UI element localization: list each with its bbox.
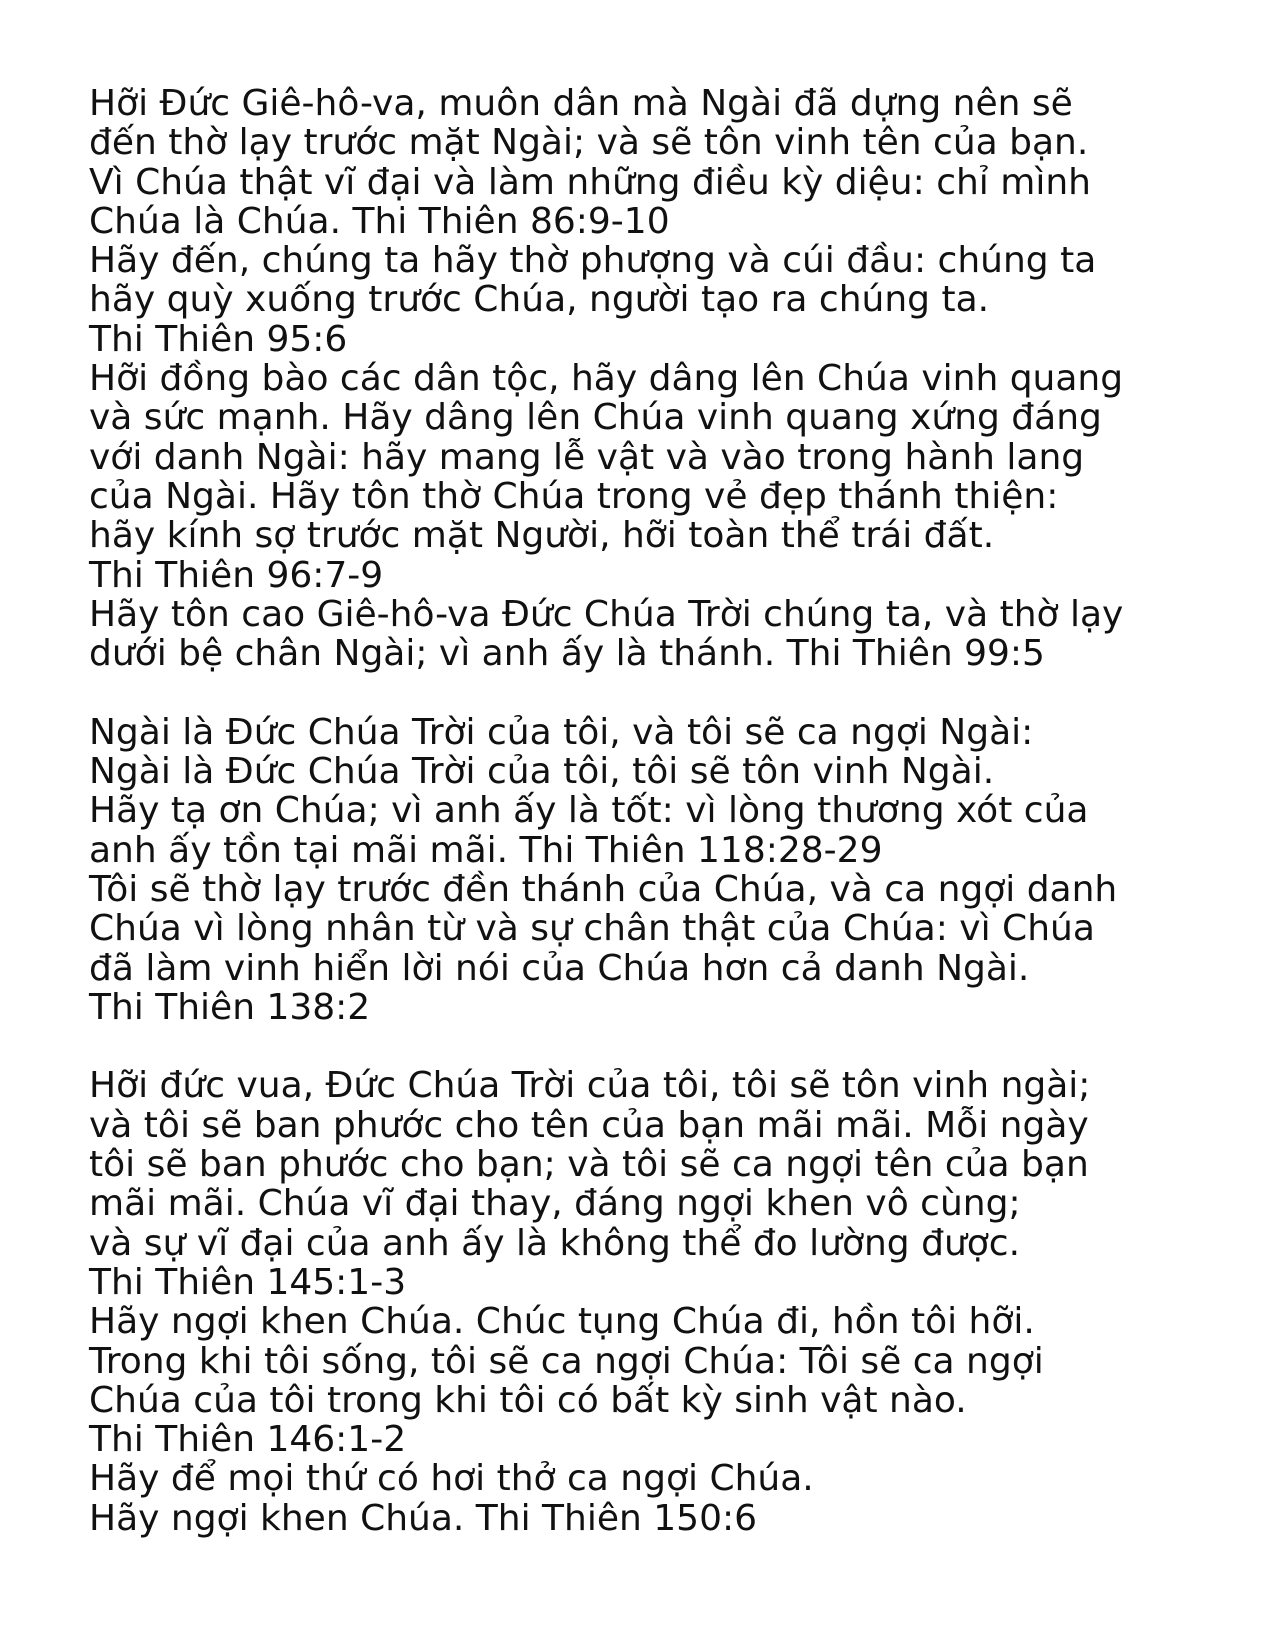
- text-line: đến thờ lạy trước mặt Ngài; và sẽ tôn vinh tên của bạn.: [89, 122, 1089, 164]
- text-line: của Ngài. Hãy tôn thờ Chúa trong vẻ đẹp thánh thiện:: [89, 475, 1059, 517]
- text-line: Thi Thiên 145:1-3: [89, 1261, 407, 1303]
- text-line: và sức mạnh. Hãy dâng lên Chúa vinh quang xứng đáng: [89, 397, 1102, 439]
- paragraph-spacer: [89, 673, 1239, 712]
- text-line: và tôi sẽ ban phước cho tên của bạn mãi mãi. Mỗi ngày: [89, 1104, 1089, 1146]
- text-line: mãi mãi. Chúa vĩ đại thay, đáng ngợi khen vô cùng;: [89, 1183, 1021, 1225]
- text-line: Ngài là Đức Chúa Trời của tôi, và tôi sẽ ca ngợi Ngài:: [89, 711, 1034, 753]
- text-line: Chúa là Chúa. Thi Thiên 86:9-10: [89, 200, 670, 242]
- text-line: đã làm vinh hiển lời nói của Chúa hơn cả danh Ngài.: [89, 947, 1030, 989]
- text-line: Thi Thiên 146:1-2: [89, 1419, 407, 1461]
- text-line: Vì Chúa thật vĩ đại và làm những điều kỳ diệu: chỉ mình: [89, 161, 1091, 203]
- scripture-block-3: [89, 1066, 1239, 1538]
- text-line: Ngài là Đức Chúa Trời của tôi, tôi sẽ tôn vinh Ngài.: [89, 751, 995, 793]
- text-line: Hãy tạ ơn Chúa; vì anh ấy là tốt: vì lòng thương xót của: [89, 790, 1089, 832]
- text-line: với danh Ngài: hãy mang lễ vật và vào trong hành lang: [89, 436, 1085, 478]
- text-line: và sự vĩ đại của anh ấy là không thể đo lường được.: [89, 1222, 1021, 1264]
- text-line: Thi Thiên 95:6: [89, 318, 348, 360]
- text-line: Hãy tôn cao Giê-hô-va Đức Chúa Trời chúng ta, và thờ lạy: [89, 593, 1124, 635]
- text-line: Hãy ngợi khen Chúa. Chúc tụng Chúa đi, hồn tôi hỡi.: [89, 1301, 1035, 1343]
- scripture-block-2: [89, 713, 1239, 1027]
- text-line: Hãy ngợi khen Chúa. Thi Thiên 150:6: [89, 1497, 758, 1539]
- text-line: anh ấy tồn tại mãi mãi. Thi Thiên 118:28-29: [89, 829, 883, 871]
- text-line: Hỡi đồng bào các dân tộc, hãy dâng lên Chúa vinh quang: [89, 358, 1124, 400]
- text-line: Tôi sẽ thờ lạy trước đền thánh của Chúa, và ca ngợi danh: [89, 868, 1118, 910]
- text-line: Thi Thiên 96:7-9: [89, 554, 384, 596]
- scripture-block-1: [89, 84, 1239, 673]
- text-line: dưới bệ chân Ngài; vì anh ấy là thánh. Thi Thiên 99:5: [89, 633, 1045, 675]
- text-line: Chúa vì lòng nhân từ và sự chân thật của Chúa: vì Chúa: [89, 908, 1095, 950]
- text-line: tôi sẽ ban phước cho bạn; và tôi sẽ ca ngợi tên của bạn: [89, 1144, 1089, 1186]
- text-line: Hỡi đức vua, Đức Chúa Trời của tôi, tôi sẽ tôn vinh ngài;: [89, 1065, 1091, 1107]
- text-line: Chúa của tôi trong khi tôi có bất kỳ sinh vật nào.: [89, 1379, 967, 1421]
- scripture-page: [89, 84, 1239, 1538]
- text-line: hãy kính sợ trước mặt Người, hỡi toàn thể trái đất.: [89, 515, 995, 557]
- paragraph-spacer: [89, 1027, 1239, 1066]
- text-line: Trong khi tôi sống, tôi sẽ ca ngợi Chúa: Tôi sẽ ca ngợi: [89, 1340, 1044, 1382]
- text-line: Hãy đến, chúng ta hãy thờ phượng và cúi đầu: chúng ta: [89, 240, 1097, 282]
- text-line: Hỡi Đức Giê-hô-va, muôn dân mà Ngài đã dựng nên sẽ: [89, 83, 1073, 124]
- text-line: Thi Thiên 138:2: [89, 986, 371, 1028]
- text-line: hãy quỳ xuống trước Chúa, người tạo ra chúng ta.: [89, 279, 990, 321]
- text-line: Hãy để mọi thứ có hơi thở ca ngợi Chúa.: [89, 1458, 814, 1500]
